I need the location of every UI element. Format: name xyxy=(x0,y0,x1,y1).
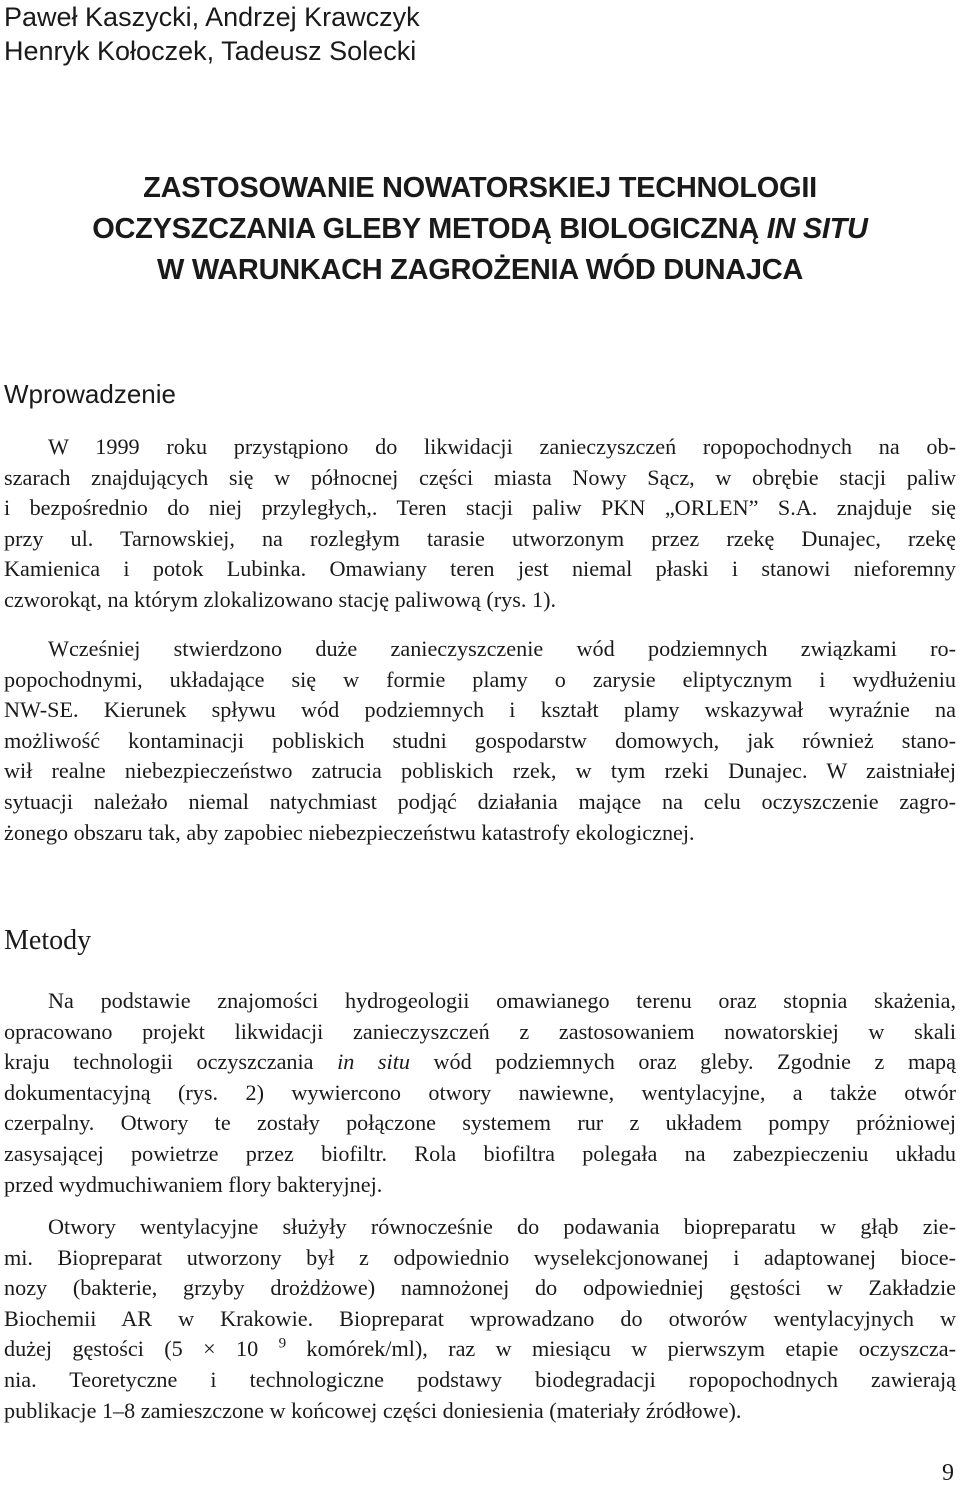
text-segment: komórek/ml), raz w miesiącu w pierwszym etapie oczyszcza- xyxy=(286,1336,956,1362)
text-line: W 1999 roku przystąpiono do likwidacji zanieczyszczeń ropopochodnych na ob- xyxy=(48,434,956,459)
text-line: sytuacji należało niemal natychmiast podjąć działania mające na celu oczyszczenie zagro- xyxy=(4,788,956,814)
intro-paragraph-1 xyxy=(4,432,956,616)
title-line-3: W WARUNKACH ZAGROŻENIA WÓD DUNAJCA xyxy=(156,254,803,286)
text-line: nia. Teoretyczne i technologiczne podstawy biodegradacji ropopochodnych zawierają xyxy=(4,1366,956,1392)
title-line-2-italic: IN SITU xyxy=(766,213,868,245)
text-line: publikacje 1–8 zamieszczone w końcowej części doniesienia (materiały źródłowe). xyxy=(4,1397,742,1423)
author-line-2: Henryk Kołoczek, Tadeusz Solecki xyxy=(4,36,417,66)
text-line xyxy=(4,1047,956,1078)
text-line: przed wydmuchiwaniem flory bakteryjnej. xyxy=(4,1171,383,1197)
authors xyxy=(4,0,420,68)
methods-paragraph-2 xyxy=(4,1212,956,1426)
text-line xyxy=(4,1334,956,1365)
text-line: mi. Biopreparat utworzony był z odpowiednio wyselekcjonowanej i adaptowanej bioce- xyxy=(4,1244,956,1270)
text-line: Biochemii AR w Krakowie. Biopreparat wprowadzano do otworów wentylacyjnych w xyxy=(4,1305,956,1331)
superscript: 9 xyxy=(278,1335,287,1352)
author-line-1: Paweł Kaszycki, Andrzej Krawczyk xyxy=(4,2,420,32)
text-segment: wód podziemnych oraz gleby. Zgodnie z mapą xyxy=(409,1049,956,1075)
title-line-2-text: OCZYSZCZANIA GLEBY METODĄ BIOLOGICZNĄ xyxy=(92,213,767,245)
text-line: czworokąt, na którym zlokalizowano stację paliwową (rys. 1). xyxy=(4,586,557,612)
text-line: Wcześniej stwierdzono duże zanieczyszczenie wód podziemnych związkami ro- xyxy=(48,636,956,661)
text-line: NW-SE. Kierunek spływu wód podziemnych i kształt plamy wskazywał wyraźnie na xyxy=(4,697,956,723)
text-line: i bezpośrednio do niej przyległych,. Teren stacji paliw PKN „ORLEN” S.A. znajduje się xyxy=(4,495,956,521)
text-line: Kamienica i potok Lubinka. Omawiany teren jest niemal płaski i stanowi nieforemny xyxy=(4,556,956,582)
text-segment: dużej gęstości (5 × 10 xyxy=(4,1336,279,1362)
text-line: szarach znajdujących się w północnej części miasta Nowy Sącz, w obrębie stacji paliw xyxy=(4,464,956,490)
section-heading-methods: Metody xyxy=(4,925,92,956)
article-title xyxy=(0,168,960,291)
text-segment: kraju technologii oczyszczania xyxy=(4,1049,338,1075)
text-line: możliwość kontaminacji pobliskich studni gospodarstw domowych, jak również stano- xyxy=(4,727,956,753)
text-line: żonego obszaru tak, aby zapobiec niebezpieczeństwu katastrofy ekologicznej. xyxy=(4,819,695,845)
page-number: 9 xyxy=(942,1460,954,1486)
text-line: popochodnymi, układające się w formie plamy o zarysie eliptycznym i wydłużeniu xyxy=(4,666,956,692)
text-line: zasysającej powietrze przez biofiltr. Rola biofiltra polegała na zabezpieczeniu układu xyxy=(4,1140,956,1166)
italic-term: in situ xyxy=(337,1049,410,1075)
section-heading-intro: Wprowadzenie xyxy=(4,379,176,409)
title-line-1: ZASTOSOWANIE NOWATORSKIEJ TECHNOLOGII xyxy=(143,172,817,204)
text-line: Na podstawie znajomości hydrogeologii omawianego terenu oraz stopnia skażenia, xyxy=(48,988,956,1013)
text-line: dokumentacyjną (rys. 2) wywiercono otwory nawiewne, wentylacyjne, a także otwór xyxy=(4,1079,956,1105)
text-line: opracowano projekt likwidacji zanieczyszczeń z zastosowaniem nowatorskiej w skali xyxy=(4,1018,956,1044)
text-line: wił realne niebezpieczeństwo zatrucia pobliskich rzek, w tym rzeki Dunajec. W zaistniałej xyxy=(4,758,956,784)
intro-paragraph-2 xyxy=(4,634,956,848)
text-line: przy ul. Tarnowskiej, na rozległym tarasie utworzonym przez rzekę Dunajec, rzekę xyxy=(4,525,956,551)
text-line: czerpalny. Otwory te zostały połączone systemem rur z układem pompy próżniowej xyxy=(4,1110,956,1136)
methods-paragraph-1 xyxy=(4,986,956,1200)
text-line: nozy (bakterie, grzyby drożdżowe) namnożonej do odpowiedniej gęstości w Zakładzie xyxy=(4,1275,956,1301)
title-line-2 xyxy=(0,209,960,250)
text-line: Otwory wentylacyjne służyły równocześnie do podawania biopreparatu w głąb zie- xyxy=(48,1214,956,1239)
